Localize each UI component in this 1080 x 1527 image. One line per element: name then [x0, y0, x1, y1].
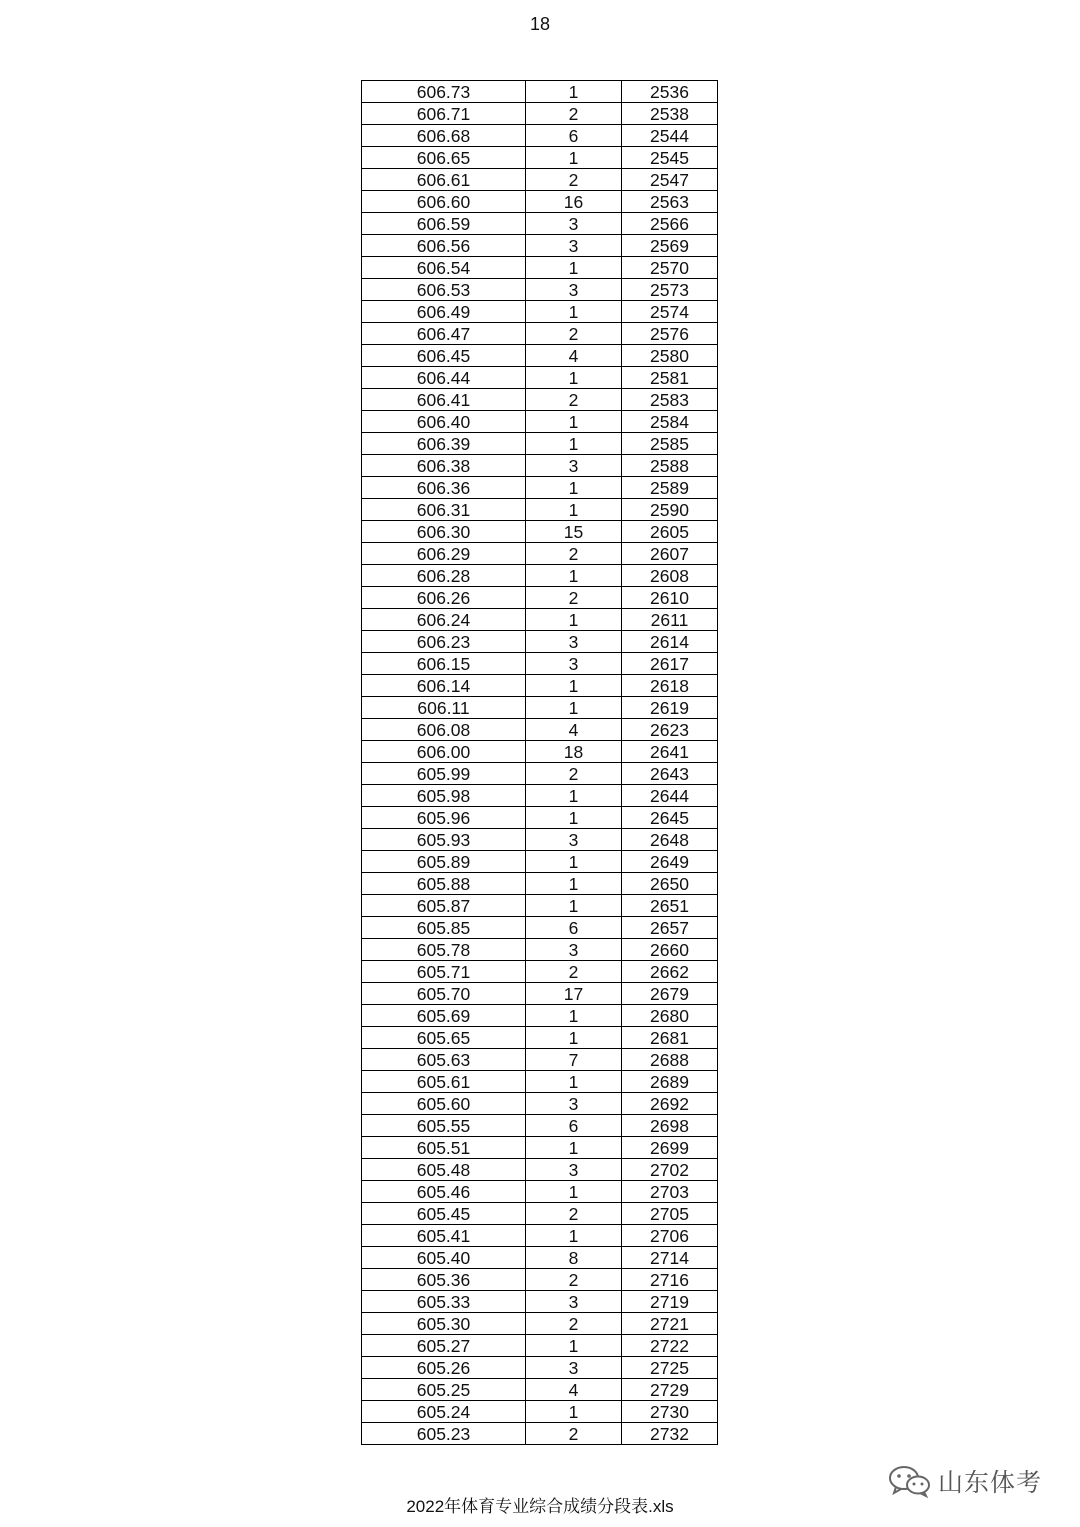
count-cell: 1	[526, 851, 622, 873]
count-cell: 3	[526, 829, 622, 851]
count-cell: 1	[526, 675, 622, 697]
cumulative-cell: 2660	[622, 939, 718, 961]
cumulative-cell: 2536	[622, 81, 718, 103]
count-cell: 3	[526, 455, 622, 477]
cumulative-cell: 2589	[622, 477, 718, 499]
table-row	[362, 1291, 718, 1313]
table-row	[362, 961, 718, 983]
score-cell: 605.96	[362, 807, 526, 829]
table-row	[362, 147, 718, 169]
table-row	[362, 279, 718, 301]
cumulative-cell: 2651	[622, 895, 718, 917]
table-row	[362, 895, 718, 917]
count-cell: 1	[526, 499, 622, 521]
wechat-icon	[888, 1464, 932, 1498]
score-cell: 605.24	[362, 1401, 526, 1423]
count-cell: 3	[526, 1357, 622, 1379]
score-cell: 605.69	[362, 1005, 526, 1027]
table-row	[362, 257, 718, 279]
page-number: 18	[529, 14, 551, 34]
cumulative-cell: 2681	[622, 1027, 718, 1049]
score-cell: 605.99	[362, 763, 526, 785]
score-cell: 605.33	[362, 1291, 526, 1313]
score-cell: 605.93	[362, 829, 526, 851]
table-row	[362, 235, 718, 257]
score-cell: 605.48	[362, 1159, 526, 1181]
table-row	[362, 829, 718, 851]
count-cell: 2	[526, 103, 622, 125]
table-row	[362, 851, 718, 873]
table-row	[362, 1181, 718, 1203]
score-cell: 605.63	[362, 1049, 526, 1071]
count-cell: 2	[526, 169, 622, 191]
score-cell: 605.25	[362, 1379, 526, 1401]
count-cell: 1	[526, 697, 622, 719]
score-cell: 606.11	[362, 697, 526, 719]
table-row	[362, 1027, 718, 1049]
table-row	[362, 191, 718, 213]
table-row	[362, 1313, 718, 1335]
score-cell: 605.65	[362, 1027, 526, 1049]
count-cell: 1	[526, 1005, 622, 1027]
score-cell: 605.51	[362, 1137, 526, 1159]
score-cell: 605.55	[362, 1115, 526, 1137]
score-cell: 606.45	[362, 345, 526, 367]
table-body	[362, 81, 718, 1445]
cumulative-cell: 2585	[622, 433, 718, 455]
score-cell: 606.38	[362, 455, 526, 477]
cumulative-cell: 2689	[622, 1071, 718, 1093]
cumulative-cell: 2623	[622, 719, 718, 741]
count-cell: 4	[526, 719, 622, 741]
score-cell: 606.26	[362, 587, 526, 609]
score-cell: 605.78	[362, 939, 526, 961]
count-cell: 1	[526, 895, 622, 917]
document-title: 2022年体育专业综合成绩分段表.xls	[406, 1497, 674, 1516]
score-cell: 605.26	[362, 1357, 526, 1379]
cumulative-cell: 2605	[622, 521, 718, 543]
table-row	[362, 1203, 718, 1225]
cumulative-cell: 2648	[622, 829, 718, 851]
count-cell: 8	[526, 1247, 622, 1269]
count-cell: 3	[526, 1159, 622, 1181]
table-row	[362, 609, 718, 631]
table-row	[362, 983, 718, 1005]
count-cell: 1	[526, 1027, 622, 1049]
score-cell: 605.45	[362, 1203, 526, 1225]
count-cell: 2	[526, 961, 622, 983]
count-cell: 1	[526, 257, 622, 279]
count-cell: 6	[526, 1115, 622, 1137]
cumulative-cell: 2730	[622, 1401, 718, 1423]
table-row	[362, 1071, 718, 1093]
count-cell: 3	[526, 1291, 622, 1313]
count-cell: 1	[526, 301, 622, 323]
table-row	[362, 1247, 718, 1269]
score-cell: 606.31	[362, 499, 526, 521]
count-cell: 1	[526, 1137, 622, 1159]
cumulative-cell: 2725	[622, 1357, 718, 1379]
count-cell: 1	[526, 411, 622, 433]
table-row	[362, 1093, 718, 1115]
table-row	[362, 323, 718, 345]
cumulative-cell: 2617	[622, 653, 718, 675]
score-cell: 606.29	[362, 543, 526, 565]
count-cell: 17	[526, 983, 622, 1005]
count-cell: 1	[526, 147, 622, 169]
table-row	[362, 1379, 718, 1401]
cumulative-cell: 2721	[622, 1313, 718, 1335]
cumulative-cell: 2716	[622, 1269, 718, 1291]
score-cell: 605.98	[362, 785, 526, 807]
score-cell: 605.41	[362, 1225, 526, 1247]
cumulative-cell: 2619	[622, 697, 718, 719]
table-row	[362, 917, 718, 939]
table-row	[362, 763, 718, 785]
score-cell: 606.61	[362, 169, 526, 191]
score-cell: 606.68	[362, 125, 526, 147]
count-cell: 1	[526, 873, 622, 895]
count-cell: 2	[526, 1313, 622, 1335]
table-row	[362, 939, 718, 961]
table-row	[362, 741, 718, 763]
table-row	[362, 301, 718, 323]
cumulative-cell: 2702	[622, 1159, 718, 1181]
table-row	[362, 1335, 718, 1357]
cumulative-cell: 2547	[622, 169, 718, 191]
score-cell: 605.60	[362, 1093, 526, 1115]
score-cell: 605.88	[362, 873, 526, 895]
cumulative-cell: 2699	[622, 1137, 718, 1159]
score-cell: 606.30	[362, 521, 526, 543]
cumulative-cell: 2614	[622, 631, 718, 653]
score-cell: 605.23	[362, 1423, 526, 1445]
table-row	[362, 103, 718, 125]
table-row	[362, 1401, 718, 1423]
cumulative-cell: 2692	[622, 1093, 718, 1115]
table-row	[362, 1115, 718, 1137]
table-row	[362, 675, 718, 697]
table-row	[362, 1423, 718, 1445]
count-cell: 3	[526, 939, 622, 961]
cumulative-cell: 2588	[622, 455, 718, 477]
table-row	[362, 521, 718, 543]
count-cell: 2	[526, 389, 622, 411]
score-cell: 605.46	[362, 1181, 526, 1203]
count-cell: 4	[526, 1379, 622, 1401]
cumulative-cell: 2729	[622, 1379, 718, 1401]
score-distribution-table	[361, 80, 718, 1445]
count-cell: 1	[526, 477, 622, 499]
cumulative-cell: 2657	[622, 917, 718, 939]
score-cell: 605.87	[362, 895, 526, 917]
cumulative-cell: 2583	[622, 389, 718, 411]
count-cell: 6	[526, 125, 622, 147]
score-cell: 606.40	[362, 411, 526, 433]
cumulative-cell: 2680	[622, 1005, 718, 1027]
count-cell: 1	[526, 81, 622, 103]
count-cell: 4	[526, 345, 622, 367]
count-cell: 1	[526, 1401, 622, 1423]
score-cell: 606.53	[362, 279, 526, 301]
count-cell: 1	[526, 565, 622, 587]
cumulative-cell: 2608	[622, 565, 718, 587]
count-cell: 1	[526, 1181, 622, 1203]
table-row	[362, 1357, 718, 1379]
table-row	[362, 1269, 718, 1291]
cumulative-cell: 2607	[622, 543, 718, 565]
count-cell: 2	[526, 587, 622, 609]
cumulative-cell: 2719	[622, 1291, 718, 1313]
cumulative-cell: 2688	[622, 1049, 718, 1071]
table-row	[362, 697, 718, 719]
table-row	[362, 587, 718, 609]
cumulative-cell: 2581	[622, 367, 718, 389]
cumulative-cell: 2714	[622, 1247, 718, 1269]
count-cell: 2	[526, 323, 622, 345]
watermark-text: 山东体考	[938, 1469, 1043, 1497]
cumulative-cell: 2545	[622, 147, 718, 169]
count-cell: 1	[526, 1071, 622, 1093]
count-cell: 1	[526, 1335, 622, 1357]
table-row	[362, 389, 718, 411]
table-row	[362, 1137, 718, 1159]
score-cell: 606.15	[362, 653, 526, 675]
score-cell: 605.61	[362, 1071, 526, 1093]
score-cell: 605.70	[362, 983, 526, 1005]
cumulative-cell: 2611	[622, 609, 718, 631]
table-row	[362, 411, 718, 433]
count-cell: 2	[526, 543, 622, 565]
count-cell: 1	[526, 433, 622, 455]
score-cell: 606.60	[362, 191, 526, 213]
table-row	[362, 367, 718, 389]
count-cell: 2	[526, 1269, 622, 1291]
table-row	[362, 433, 718, 455]
table-row	[362, 1225, 718, 1247]
table-row	[362, 719, 718, 741]
cumulative-cell: 2649	[622, 851, 718, 873]
table-row	[362, 499, 718, 521]
table-row	[362, 785, 718, 807]
cumulative-cell: 2538	[622, 103, 718, 125]
score-cell: 606.23	[362, 631, 526, 653]
table-row	[362, 213, 718, 235]
table-row	[362, 169, 718, 191]
count-cell: 1	[526, 1225, 622, 1247]
cumulative-cell: 2574	[622, 301, 718, 323]
cumulative-cell: 2576	[622, 323, 718, 345]
table-row	[362, 345, 718, 367]
score-cell: 606.14	[362, 675, 526, 697]
score-cell: 606.28	[362, 565, 526, 587]
table-row	[362, 455, 718, 477]
score-cell: 605.27	[362, 1335, 526, 1357]
count-cell: 3	[526, 653, 622, 675]
score-cell: 605.71	[362, 961, 526, 983]
count-cell: 7	[526, 1049, 622, 1071]
score-cell: 606.59	[362, 213, 526, 235]
cumulative-cell: 2573	[622, 279, 718, 301]
cumulative-cell: 2610	[622, 587, 718, 609]
cumulative-cell: 2618	[622, 675, 718, 697]
table-row	[362, 565, 718, 587]
count-cell: 16	[526, 191, 622, 213]
score-cell: 606.36	[362, 477, 526, 499]
cumulative-cell: 2563	[622, 191, 718, 213]
count-cell: 1	[526, 807, 622, 829]
table-row	[362, 631, 718, 653]
score-cell: 606.41	[362, 389, 526, 411]
count-cell: 15	[526, 521, 622, 543]
score-cell: 606.56	[362, 235, 526, 257]
cumulative-cell: 2703	[622, 1181, 718, 1203]
count-cell: 6	[526, 917, 622, 939]
table-row	[362, 807, 718, 829]
count-cell: 1	[526, 367, 622, 389]
score-cell: 606.39	[362, 433, 526, 455]
count-cell: 18	[526, 741, 622, 763]
score-cell: 605.40	[362, 1247, 526, 1269]
cumulative-cell: 2698	[622, 1115, 718, 1137]
count-cell: 2	[526, 763, 622, 785]
watermark	[888, 1463, 1042, 1499]
score-cell: 605.30	[362, 1313, 526, 1335]
cumulative-cell: 2566	[622, 213, 718, 235]
cumulative-cell: 2641	[622, 741, 718, 763]
cumulative-cell: 2732	[622, 1423, 718, 1445]
table-row	[362, 653, 718, 675]
count-cell: 1	[526, 785, 622, 807]
count-cell: 2	[526, 1203, 622, 1225]
count-cell: 3	[526, 1093, 622, 1115]
count-cell: 1	[526, 609, 622, 631]
cumulative-cell: 2644	[622, 785, 718, 807]
cumulative-cell: 2584	[622, 411, 718, 433]
cumulative-cell: 2569	[622, 235, 718, 257]
score-cell: 606.54	[362, 257, 526, 279]
score-cell: 606.08	[362, 719, 526, 741]
cumulative-cell: 2679	[622, 983, 718, 1005]
cumulative-cell: 2643	[622, 763, 718, 785]
table-row	[362, 477, 718, 499]
cumulative-cell: 2705	[622, 1203, 718, 1225]
score-cell: 606.24	[362, 609, 526, 631]
score-cell: 606.49	[362, 301, 526, 323]
table-row	[362, 125, 718, 147]
table-row	[362, 543, 718, 565]
score-cell: 605.89	[362, 851, 526, 873]
table-row	[362, 1049, 718, 1071]
count-cell: 3	[526, 631, 622, 653]
table-row	[362, 1159, 718, 1181]
count-cell: 3	[526, 213, 622, 235]
score-cell: 606.71	[362, 103, 526, 125]
count-cell: 3	[526, 279, 622, 301]
cumulative-cell: 2662	[622, 961, 718, 983]
cumulative-cell: 2570	[622, 257, 718, 279]
score-cell: 606.65	[362, 147, 526, 169]
cumulative-cell: 2590	[622, 499, 718, 521]
cumulative-cell: 2645	[622, 807, 718, 829]
cumulative-cell: 2580	[622, 345, 718, 367]
score-cell: 606.00	[362, 741, 526, 763]
cumulative-cell: 2650	[622, 873, 718, 895]
count-cell: 3	[526, 235, 622, 257]
cumulative-cell: 2722	[622, 1335, 718, 1357]
count-cell: 2	[526, 1423, 622, 1445]
score-cell: 606.47	[362, 323, 526, 345]
table-row	[362, 1005, 718, 1027]
score-cell: 605.85	[362, 917, 526, 939]
table-row	[362, 873, 718, 895]
table-row	[362, 81, 718, 103]
score-cell: 606.73	[362, 81, 526, 103]
cumulative-cell: 2706	[622, 1225, 718, 1247]
cumulative-cell: 2544	[622, 125, 718, 147]
score-cell: 606.44	[362, 367, 526, 389]
score-cell: 605.36	[362, 1269, 526, 1291]
